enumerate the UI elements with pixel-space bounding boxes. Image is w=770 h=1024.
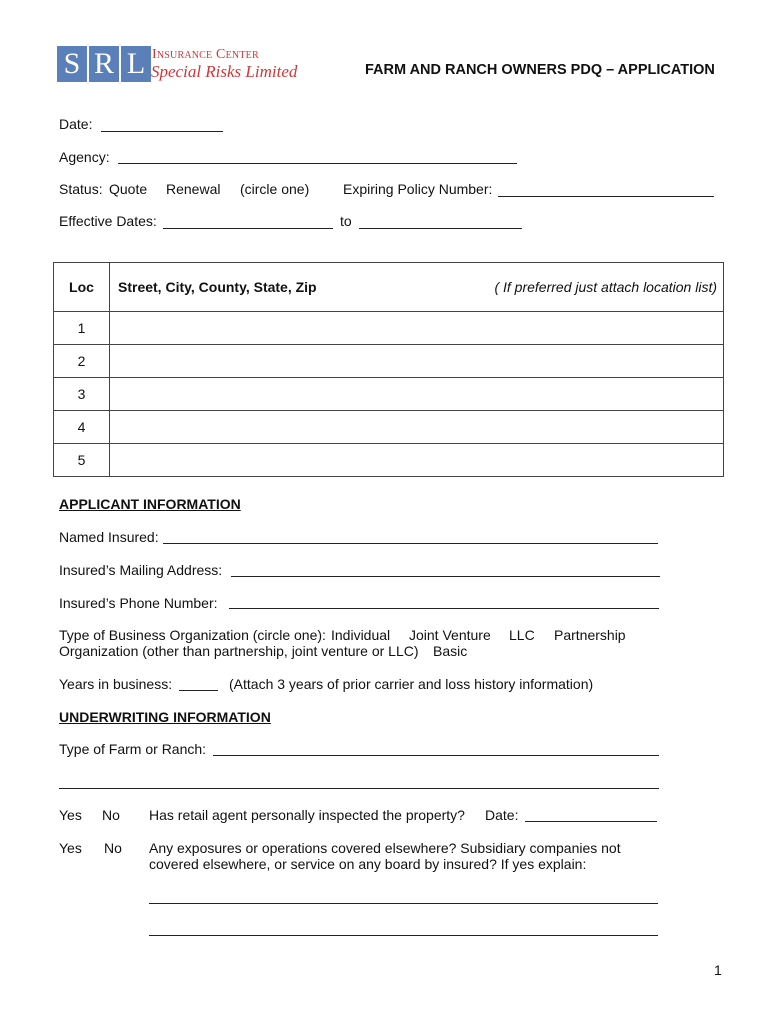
date-label: Date: <box>59 116 93 132</box>
date-line[interactable] <box>101 131 223 132</box>
col-street: Street, City, County, State, Zip <box>118 279 317 295</box>
logo-letter-l: L <box>121 46 151 82</box>
q2-exposures-question: Any exposures or operations covered elsewhere? Subsidiary companies not <box>149 840 621 856</box>
q1-inspected-question: Has retail agent personally inspected the property? <box>149 807 465 823</box>
page-number: 1 <box>714 962 722 978</box>
org-joint-venture[interactable]: Joint Venture <box>409 627 491 643</box>
q2-explain-line-2[interactable] <box>149 935 658 936</box>
table-row <box>54 411 724 444</box>
table-row <box>54 378 724 411</box>
expiring-policy-label: Expiring Policy Number: <box>343 181 493 197</box>
effective-from-line[interactable] <box>163 228 333 229</box>
phone-line[interactable] <box>229 608 659 609</box>
q1-date-line[interactable] <box>525 821 657 822</box>
table-row <box>54 345 724 378</box>
address-cell[interactable] <box>110 345 724 378</box>
col-loc: Loc <box>54 263 110 312</box>
location-table <box>53 262 724 477</box>
years-note: (Attach 3 years of prior carrier and loss history information) <box>229 676 594 692</box>
status-hint: (circle one) <box>240 181 310 197</box>
row-number: 2 <box>54 345 110 378</box>
logo-letter-s: S <box>57 46 87 82</box>
row-number: 4 <box>54 411 110 444</box>
expiring-policy-line[interactable] <box>498 196 714 197</box>
logo-letter-r: R <box>89 46 119 82</box>
agency-label: Agency: <box>59 149 110 165</box>
effective-to-line[interactable] <box>359 228 522 229</box>
effective-to-label: to <box>340 213 352 229</box>
table-row <box>54 444 724 477</box>
agency-line[interactable] <box>118 163 517 164</box>
status-quote[interactable]: Quote <box>109 181 148 197</box>
date-field <box>59 116 92 132</box>
phone-label: Insured’s Phone Number: <box>59 595 218 611</box>
org-individual[interactable]: Individual <box>331 627 391 643</box>
q1-no[interactable]: No <box>102 807 120 823</box>
agency-field <box>59 149 110 165</box>
q2-exposures-question-cont: covered elsewhere, or service on any board by insured? If yes explain: <box>149 856 587 872</box>
years-in-business-line[interactable] <box>179 690 218 691</box>
row-number: 3 <box>54 378 110 411</box>
status-label: Status: <box>59 181 103 197</box>
logo-insurance-center: Insurance Center <box>152 47 259 62</box>
row-number: 1 <box>54 312 110 345</box>
effective-dates-label: Effective Dates: <box>59 213 157 229</box>
address-cell[interactable] <box>110 378 724 411</box>
status-renewal[interactable]: Renewal <box>166 181 221 197</box>
address-cell[interactable] <box>110 411 724 444</box>
underwriting-heading: UNDERWRITING INFORMATION <box>59 709 271 725</box>
q2-no[interactable]: No <box>104 840 122 856</box>
location-table-header <box>54 263 724 312</box>
logo-special-risks: Special Risks Limited <box>151 62 298 81</box>
address-cell[interactable] <box>110 312 724 345</box>
address-cell[interactable] <box>110 444 724 477</box>
years-in-business-label: Years in business: <box>59 676 173 692</box>
named-insured-line[interactable] <box>163 543 658 544</box>
table-row <box>54 312 724 345</box>
page-title: FARM AND RANCH OWNERS PDQ – APPLICATION <box>365 62 715 78</box>
named-insured-label: Named Insured: <box>59 529 159 545</box>
farm-type-line-2[interactable] <box>59 788 659 789</box>
org-other-label: Organization (other than partnership, joint venture or LLC) <box>59 643 419 659</box>
applicant-heading: APPLICANT INFORMATION <box>59 496 241 512</box>
org-type-label: Type of Business Organization (circle one): <box>59 627 326 643</box>
row-number: 5 <box>54 444 110 477</box>
mailing-address-line[interactable] <box>231 576 660 577</box>
farm-type-line[interactable] <box>213 755 659 756</box>
mailing-address-label: Insured’s Mailing Address: <box>59 562 223 578</box>
q2-explain-line-1[interactable] <box>149 903 658 904</box>
q1-date-label: Date: <box>485 807 519 823</box>
farm-type-label: Type of Farm or Ranch: <box>59 741 207 757</box>
org-llc[interactable]: LLC <box>509 627 535 643</box>
col-note: ( If preferred just attach location list) <box>494 279 717 295</box>
org-basic[interactable]: Basic <box>433 643 468 659</box>
q2-yes[interactable]: Yes <box>59 840 82 856</box>
q1-yes[interactable]: Yes <box>59 807 82 823</box>
org-partnership[interactable]: Partnership <box>554 627 626 643</box>
col-street-cell <box>110 263 724 312</box>
